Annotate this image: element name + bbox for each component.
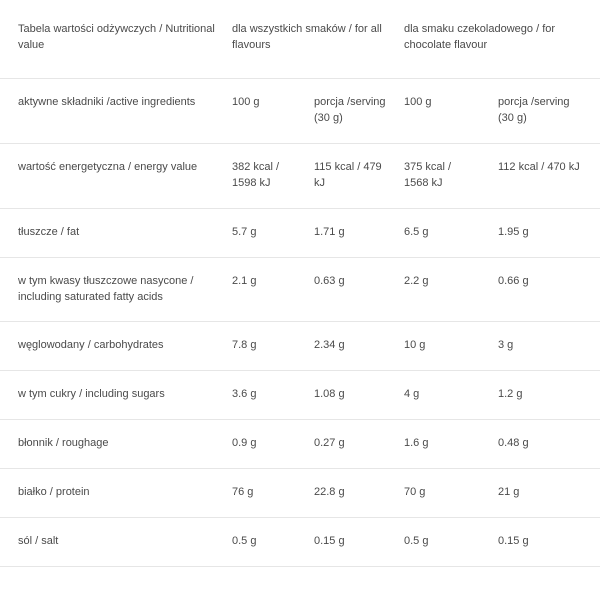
cell-text-line: 375 kcal / [404,160,452,173]
cell-choc-serving: 3 g [498,322,600,371]
cell-all-serving: 0.15 g [314,518,404,567]
table-row [0,371,600,420]
table-row [0,322,600,371]
cell-choc-100g: 2.2 g [404,257,498,322]
table-title-cell: Tabela wartości odżywczych / Nutritional value [0,0,232,78]
cell-text-line: porcja /serving [498,95,570,108]
cell-choc-serving: 0.48 g [498,420,600,469]
cell-all-100g: 76 g [232,469,314,518]
table-row [0,420,600,469]
table-row [0,143,600,208]
cell-text-line: porcja /serving [314,95,386,108]
cell-all-serving: 2.34 g [314,322,404,371]
row-label-salt: sól / salt [0,518,232,567]
table-header-row [0,0,600,78]
cell-choc-100g: 10 g [404,322,498,371]
row-label-sugars: w tym cukry / including sugars [0,371,232,420]
cell-all-serving: 1.71 g [314,208,404,257]
cell-choc-100g: 100 g [404,78,498,143]
cell-choc-serving: 21 g [498,469,600,518]
cell-choc-serving: 1.95 g [498,208,600,257]
cell-all-serving: 22.8 g [314,469,404,518]
group-header-all-flavours: dla wszystkich smaków / for all flavours [232,0,404,78]
row-label-carbohydrates: węglowodany / carbohydrates [0,322,232,371]
row-label-energy-value: wartość energetyczna / energy value [0,143,232,208]
table-row [0,208,600,257]
cell-text-line: 1598 kJ [232,176,271,189]
cell-all-serving: 0.63 g [314,257,404,322]
row-label-saturated-fat: w tym kwasy tłuszczowe nasycone / including saturated fatty acids [0,257,232,322]
cell-all-100g: 7.8 g [232,322,314,371]
table-row [0,518,600,567]
cell-choc-100g: 6.5 g [404,208,498,257]
cell-choc-serving: 0.15 g [498,518,600,567]
cell-all-100g: 0.9 g [232,420,314,469]
table-row [0,469,600,518]
row-label-active-ingredients: aktywne składniki /active ingredients [0,78,232,143]
cell-all-100g: 2.1 g [232,257,314,322]
cell-all-serving [314,143,404,208]
row-label-protein: białko / protein [0,469,232,518]
table-header [0,0,600,78]
cell-all-serving [314,78,404,143]
cell-text-line: (30 g) [314,111,343,124]
cell-text-line: 115 kcal / 479 [314,160,382,173]
cell-all-100g: 100 g [232,78,314,143]
row-label-roughage: błonnik / roughage [0,420,232,469]
table-row [0,257,600,322]
cell-choc-100g: 70 g [404,469,498,518]
cell-all-100g [232,143,314,208]
group-header-chocolate-flavour: dla smaku czekoladowego / for chocolate flavour [404,0,600,78]
cell-choc-100g [404,143,498,208]
cell-text-line: (30 g) [498,111,527,124]
cell-choc-serving: 1.2 g [498,371,600,420]
cell-all-serving: 1.08 g [314,371,404,420]
cell-choc-serving: 0.66 g [498,257,600,322]
cell-text-line: 382 kcal / [232,160,280,173]
cell-choc-serving [498,143,600,208]
cell-text-line: kJ [314,176,325,189]
cell-all-100g: 3.6 g [232,371,314,420]
cell-all-serving: 0.27 g [314,420,404,469]
cell-choc-100g: 1.6 g [404,420,498,469]
table-body [0,78,600,566]
cell-choc-serving [498,78,600,143]
cell-choc-100g: 0.5 g [404,518,498,567]
row-label-fat: tłuszcze / fat [0,208,232,257]
cell-all-100g: 5.7 g [232,208,314,257]
table-row [0,78,600,143]
cell-all-100g: 0.5 g [232,518,314,567]
cell-choc-100g: 4 g [404,371,498,420]
cell-text-line: 112 kcal / 470 kJ [498,160,580,173]
cell-text-line: 1568 kJ [404,176,443,189]
